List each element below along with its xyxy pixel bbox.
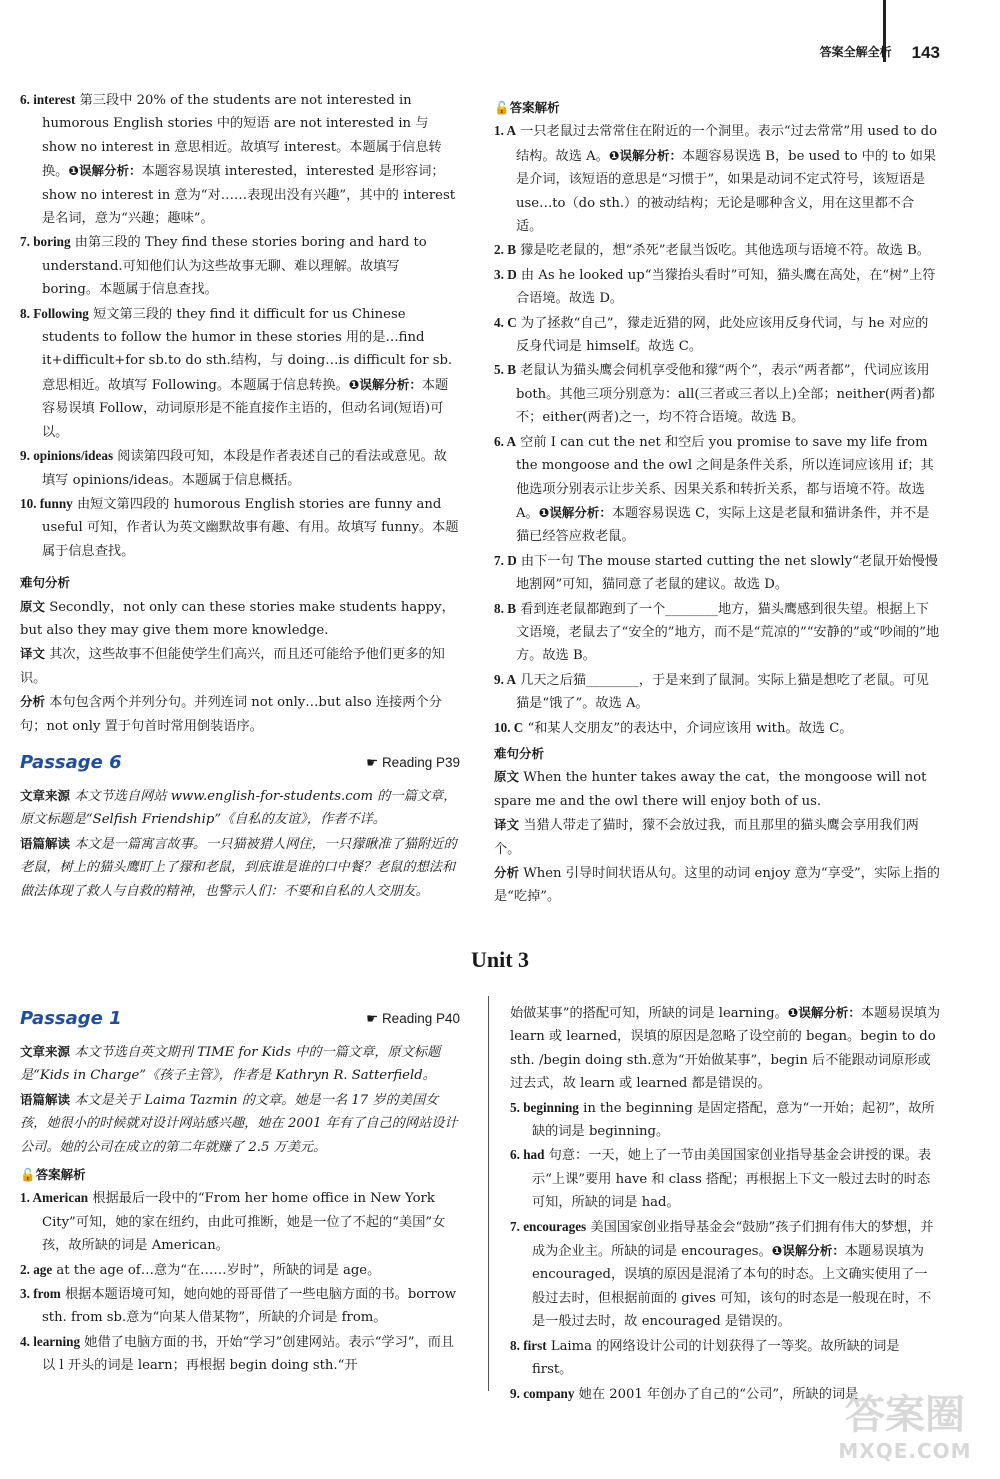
answer-explanation: 短文第三段的 they find it difficult for us Chinese students to follow the humor in these stories 用的是…find it+difficult+for sb.to do sth.结构，与 doing…is difficult for sb.意思相近。故填写 Following。本题属于信息转换。 bbox=[42, 306, 453, 393]
answer-item bbox=[20, 302, 460, 444]
answer-number: 4. C bbox=[494, 314, 517, 330]
right-top-answers bbox=[494, 119, 940, 740]
answer-explanation: at the age of…意为“在……岁时”，所缺的词是 age。 bbox=[52, 1262, 381, 1278]
answer-item bbox=[494, 668, 940, 716]
answer-item bbox=[494, 597, 940, 668]
answer-item bbox=[494, 238, 940, 262]
answer-item bbox=[20, 230, 460, 301]
answer-explanation: 老鼠认为猫头鹰会伺机享受他和獴“两个”，表示“两者都”，代词应该用 both。其他三项分别意为：all(三者或三者以上)全部；neither(两者)都不；either(两者)之一，均不符合语境。故选 B。 bbox=[515, 363, 935, 426]
passage-6-interpretation: 语篇解读 本文是一篇寓言故事。一只猫被猎人网住，一只獴瞅准了猫附近的老鼠，树上的猫头鹰盯上了獴和老鼠，到底谁是谁的口中餐？老鼠的想法和做法体现了救人与自救的精神，也警示人们：不要和自私的人交朋友。 bbox=[20, 835, 457, 899]
answer-item bbox=[494, 311, 940, 359]
answer-item bbox=[510, 1215, 940, 1334]
left-bottom-column bbox=[20, 1004, 460, 1378]
answer-explanation: Laima 的网络设计公司的计划获得了一等奖。故所缺的词是 first。 bbox=[532, 1338, 900, 1378]
answer-number: 6. A bbox=[494, 433, 516, 449]
answer-explanation: 阅读第四段可知，本段是作者表述自己的看法或意见。故填写 opinions/ideas。本题属于信息概括。 bbox=[42, 449, 447, 488]
answer-explanation: 美国国家创业指导基金会“鼓励”孩子们拥有伟大的梦想，并成为企业主。所缺的词是 encourages。 bbox=[532, 1219, 934, 1260]
passage-1-reading-ref: ☛ Reading P40 bbox=[366, 1011, 460, 1027]
answer-explanation: 为了拯救“自己”，獴走近猎的网，此处应该用反身代词，与 he 对应的反身代词是 himself。故选 C。 bbox=[516, 315, 929, 355]
unit-title: Unit 3 bbox=[470, 947, 530, 972]
answer-number: 3. from bbox=[20, 1286, 61, 1302]
error-analysis-label: 误解分析： bbox=[782, 1243, 845, 1259]
answer-item bbox=[20, 444, 460, 492]
answer-number: 2. age bbox=[20, 1261, 53, 1277]
answer-item bbox=[20, 492, 460, 563]
error-analysis-text: 本题容易误填 interested，interested 是形容词；show no interest in 意为“对……表现出没有兴趣”，其中的 interest 是名词，意为“兴趣；趣味”。 bbox=[42, 164, 456, 227]
answer-item bbox=[494, 716, 940, 740]
warning-icon: ❶ bbox=[771, 1243, 783, 1259]
answer-number: 6. interest bbox=[20, 92, 76, 107]
answer-analysis-title: 🔓答案解析 bbox=[494, 100, 560, 115]
passage-6-reading-ref: ☛ Reading P39 bbox=[366, 755, 460, 771]
difficult-original: 原文 Secondly，not only can these stories make students happy，but also they may give them more knowledge. bbox=[20, 598, 455, 638]
page-header bbox=[820, 40, 940, 66]
answer-number: 1. American bbox=[20, 1190, 89, 1206]
answer-number: 8. first bbox=[510, 1337, 547, 1353]
warning-icon: ❶ bbox=[348, 376, 360, 392]
warning-icon: ❶ bbox=[787, 1005, 799, 1020]
answer-explanation: 看到连老鼠都跑到了一个________地方，猫头鹰感到很失望。根据上下文语境，老鼠去了“安全的”地方，而不是“荒凉的”“安静的”或“吵闹的”地方。故选 B。 bbox=[515, 601, 940, 664]
answer-item bbox=[510, 1143, 940, 1214]
answer-number: 10. funny bbox=[20, 495, 73, 511]
answer-number: 7. encourages bbox=[510, 1218, 587, 1234]
warning-icon: ❶ bbox=[608, 147, 620, 163]
column-divider bbox=[488, 996, 489, 1391]
pointing-hand-icon: ☛ bbox=[366, 1011, 382, 1027]
answer-item bbox=[20, 1330, 460, 1378]
answer-explanation: 她在 2001 年创办了自己的“公司”，所缺的词是 bbox=[574, 1386, 859, 1402]
answer-number: 9. company bbox=[510, 1385, 575, 1401]
error-analysis-text: 本题容易误选 B，be used to 中的 to 如果是介词，该短语的意思是“习惯于”，如果是动词不定式符号，该短语是 use…to（do sth.）的被动结构；无论是哪种含义，用在这里都不合适。 bbox=[516, 148, 937, 235]
answer-number: 7. boring bbox=[20, 234, 71, 250]
passage-6-header bbox=[20, 748, 460, 778]
answer-explanation: 根据本题语境可知，她向她的哥哥借了一些电脑方面的书。borrow sth. from sb.意为“向某人借某物”，所缺的介词是 from。 bbox=[42, 1287, 457, 1326]
answer-analysis-title: 🔓答案解析 bbox=[20, 1167, 86, 1183]
answer-item bbox=[494, 549, 940, 597]
answer-item bbox=[494, 430, 940, 549]
answer-explanation: 由 As he looked up“当獴抬头看时”可知，猫头鹰在高处，在“树”上符合语境。故选 D。 bbox=[516, 267, 936, 307]
left-bottom-answers bbox=[20, 1186, 460, 1377]
answer-explanation: 根据最后一段中的“From her home office in New York City”可知，她的家在纽约，由此可推断，她是一位了不起的“美国”女孩，故所缺的词是 American。 bbox=[42, 1191, 446, 1254]
answer-explanation: 空前 I can cut the net 和空后 you promise to save my life from the mongoose and the owl 之间是条件关系，所以连词应该用 if；其他选项分别表示让步关系、因果关系和转折关系，都与语境不符。故选 A。 bbox=[515, 434, 934, 521]
answer-item bbox=[20, 1282, 460, 1330]
answer-number: 6. had bbox=[510, 1147, 545, 1163]
passage-1-source: 文章来源 本文节选自英文期刊 TIME for Kids 中的一篇文章，原文标题是“Kids in Charge”《孩子主管》，作者是 Kathryn R. Satterfield。 bbox=[20, 1044, 441, 1084]
error-analysis-text: 本题易误填为 learn 或 learned，误填的原因是忽略了设空前的 began。begin to do sth. /begin doing sth.意为“开始做某事”，begin 后不能跟动词原形或过去式，故 learn 或 learned 都是错误的。 bbox=[510, 1006, 941, 1092]
answer-number: 4. learning bbox=[20, 1333, 81, 1349]
lock-icon: 🔓 bbox=[494, 100, 510, 115]
answer-explanation: 獴是吃老鼠的，想“杀死”老鼠当饭吃。其他选项与语境不符。故选 B。 bbox=[515, 243, 930, 259]
left-top-answers bbox=[20, 88, 460, 563]
answer-explanation: “和某人交朋友”的表达中，介词应该用 with。故选 C。 bbox=[523, 720, 853, 736]
answer-number: 8. Following bbox=[20, 305, 89, 321]
answer-number: 9. opinions/ideas bbox=[20, 448, 114, 464]
error-analysis-label: 误解分析： bbox=[549, 504, 612, 520]
answer-explanation: 由第三段的 They find these stories boring and hard to understand.可知他们认为这些故事无聊、难以理解。故填写 boring。本题属于信息查找。 bbox=[42, 235, 427, 298]
right-bottom-answers bbox=[510, 1001, 940, 1406]
page-number: 143 bbox=[911, 43, 940, 63]
error-analysis-text: 本题易误填为 encouraged，误填的原因是混淆了本句的时态。上文确实使用了一般过去时，但根据前面的 gives 可知，该句的时态是一般现在时，不是一般过去时，故 encouraged 是错误的。 bbox=[532, 1244, 932, 1330]
difficult-translation: 译文 其次，这些故事不但能使学生们高兴，而且还可能给予他们更多的知识。 bbox=[20, 646, 445, 686]
answer-number: 5. beginning bbox=[510, 1099, 579, 1115]
difficult-analysis: 分析 本句包含两个并列分句。并列连词 not only…but also 连接两个分句；not only 置于句首时常用倒装语序。 bbox=[20, 694, 442, 734]
answer-explanation: 第三段中 20% of the students are not interested in humorous English stories 中的短语 are not interested in 与 show no interest in 意思相近。故填写 interest。本题属于信息转换。 bbox=[42, 93, 442, 180]
answer-explanation: 几天之后猫________，于是来到了鼠洞。实际上猫是想吃了老鼠。可见猫是“饿了”。故选 A。 bbox=[515, 672, 929, 712]
answer-item bbox=[494, 119, 940, 238]
passage-1-interpretation: 语篇解读 本文是关于 Laima Tazmin 的文章。她是一名 17 岁的美国女孩，她很小的时候就对设计网站感兴趣，她在 2001 年有了自己的网站设计公司。她的公司在成立的第二年就赚了 2.5 万美元。 bbox=[20, 1091, 458, 1155]
answer-number: 10. C bbox=[494, 719, 524, 735]
answer-explanation: in the beginning 是固定搭配，意为“一开始；起初”，故所缺的词是 beginning。 bbox=[532, 1100, 935, 1140]
right-top-column bbox=[494, 96, 940, 909]
error-analysis-label: 误解分析： bbox=[798, 1005, 861, 1020]
error-analysis-text: 本题容易误填 Follow，动词原形是不能直接作主语的，但动名词(短语)可以。 bbox=[42, 377, 449, 440]
answer-number: 1. A bbox=[494, 123, 516, 139]
error-analysis-label: 误解分析： bbox=[359, 376, 422, 392]
warning-icon: ❶ bbox=[68, 163, 79, 179]
difficult-sentence-title: 难句分析 bbox=[20, 575, 71, 591]
answer-number: 7. D bbox=[494, 552, 517, 568]
answer-item bbox=[510, 1334, 940, 1382]
answer-explanation: 由短文第四段的 humorous English stories are funny and useful 可知，作者认为英文幽默故事有趣、有用。故填写 funny。本题属于信息查找。 bbox=[42, 496, 459, 559]
answer-item bbox=[510, 1096, 940, 1144]
answer-explanation: 由下一句 The mouse started cutting the net slowly“老鼠开始慢慢地割网”可知，猫同意了老鼠的建议。故选 D。 bbox=[516, 553, 938, 593]
error-analysis-label: 误解分析： bbox=[78, 163, 142, 179]
passage-1-title: Passage 1 bbox=[20, 1008, 122, 1030]
error-analysis-label: 误解分析： bbox=[619, 147, 682, 163]
answer-item bbox=[20, 1258, 460, 1282]
answer-number: 3. D bbox=[494, 266, 517, 282]
answer-number: 9. A bbox=[494, 671, 516, 687]
right-bottom-column bbox=[510, 1001, 940, 1406]
difficult-analysis: 分析 When 引导时间状语从句。这里的动词 enjoy 意为“享受”，实际上指的是“吃掉”。 bbox=[494, 865, 940, 905]
error-analysis-text: 本题容易误选 C，实际上这是老鼠和猫讲条件，并不是猫已经答应救老鼠。 bbox=[516, 505, 930, 545]
answer-explanation: 她借了电脑方面的书，开始“学习”创建网站。表示“学习”，而且以 l 开头的词是 learn；再根据 begin doing sth.“开 bbox=[42, 1334, 455, 1374]
passage-6-title: Passage 6 bbox=[20, 752, 122, 774]
difficult-translation: 译文 当猎人带走了猫时，獴不会放过我，而且那里的猫头鹰会享用我们两个。 bbox=[494, 817, 919, 857]
answer-explanation: 一只老鼠过去常常住在附近的一个洞里。表示“过去常常”用 used to do 结构。故选 A。 bbox=[515, 124, 938, 164]
answer-item bbox=[20, 1186, 460, 1257]
pointing-hand-icon: ☛ bbox=[366, 755, 382, 771]
answer-item bbox=[510, 1001, 940, 1096]
answer-number: 5. B bbox=[494, 362, 516, 378]
warning-icon: ❶ bbox=[538, 504, 550, 520]
section-title: 答案全解全析 bbox=[819, 45, 892, 60]
passage-1-header bbox=[20, 1004, 460, 1034]
difficult-sentence-title: 难句分析 bbox=[494, 745, 545, 761]
lock-icon: 🔓 bbox=[20, 1167, 36, 1183]
answer-item bbox=[494, 263, 940, 311]
answer-item bbox=[494, 358, 940, 429]
site-watermark: 答案圈 MXQE.COM bbox=[838, 1392, 972, 1463]
answer-explanation: 始做某事”的搭配可知，所缺的词是 learning。 bbox=[510, 1006, 788, 1021]
difficult-original: 原文 When the hunter takes away the cat，the mongoose will not spare me and the owl there will enjoy both of us. bbox=[494, 769, 927, 809]
answer-number: 8. B bbox=[494, 600, 516, 616]
passage-6-source: 文章来源 本文节选自网站 www.english-for-students.com 的一篇文章，原文标题是“Selfish Friendship”《自私的友谊》，作者不详。 bbox=[20, 787, 457, 828]
answer-explanation: 句意：一天，她上了一节由美国国家创业指导基金会讲授的课。表示“上课”要用 have 和 class 搭配；再根据上下文一般过去时的时态可知，所缺的词是 had。 bbox=[532, 1148, 932, 1211]
answer-number: 2. B bbox=[494, 242, 516, 258]
answer-item bbox=[20, 88, 460, 230]
left-top-column bbox=[20, 88, 460, 903]
